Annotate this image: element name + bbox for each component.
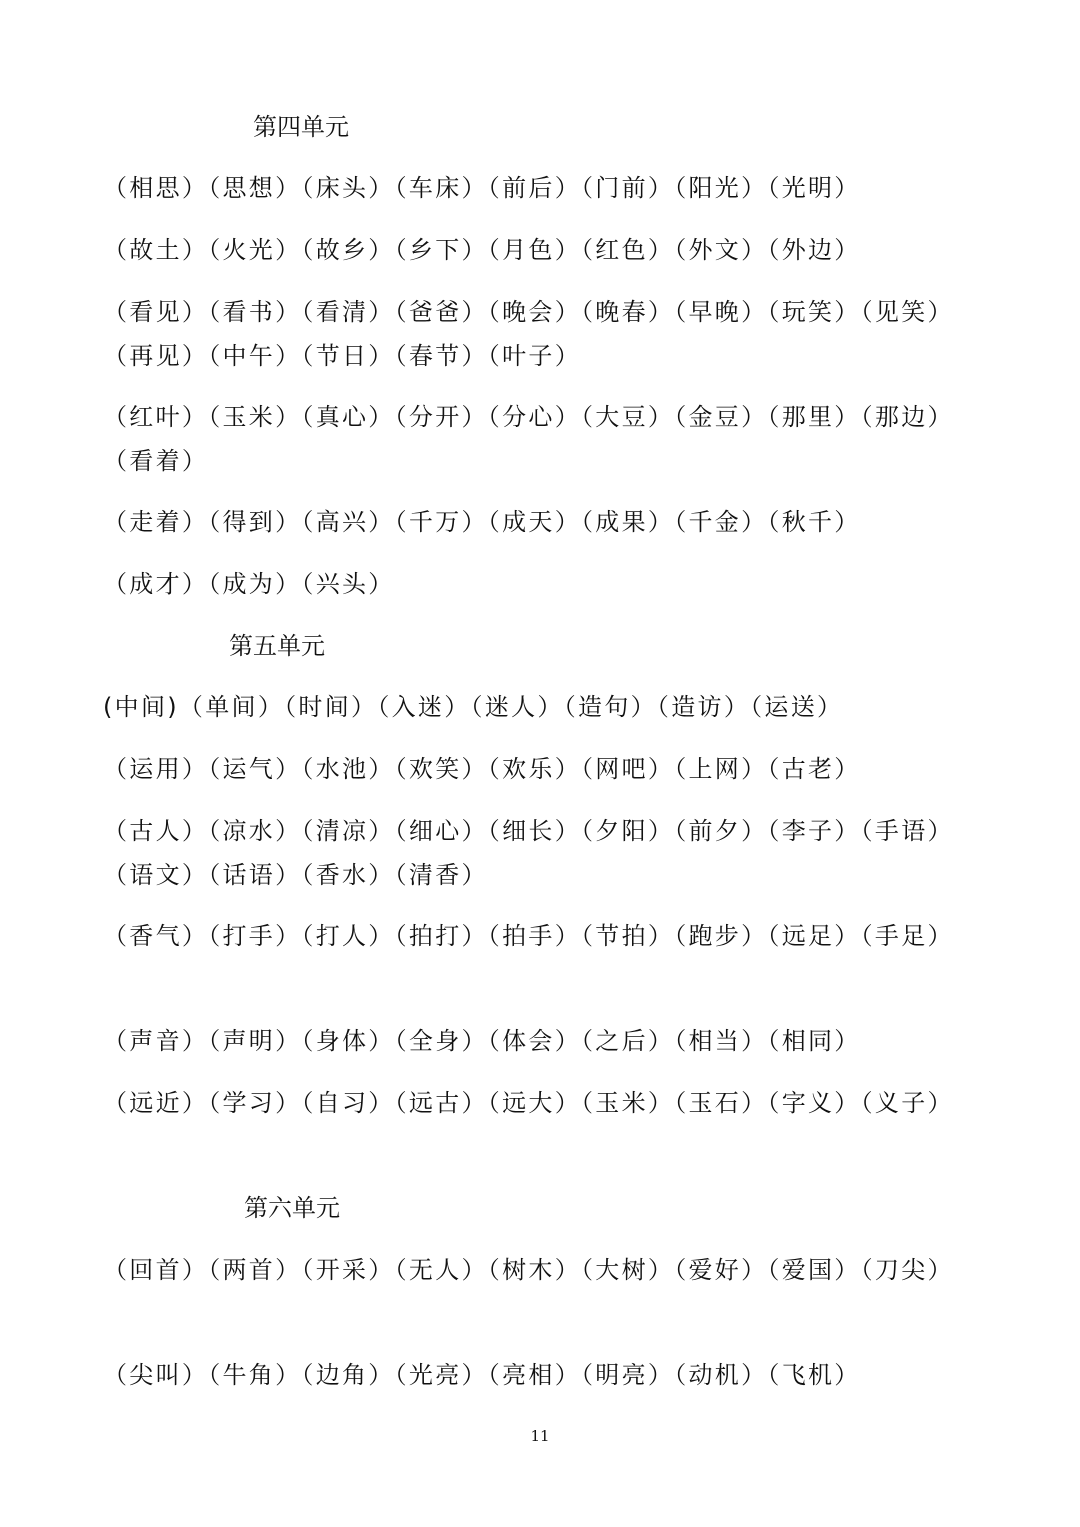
unit-4-paragraph-2: （故土）（火光）（故乡）（乡下）（月色）（红色）（外文）（外边） <box>103 236 861 264</box>
unit-6-heading: 第六单元 <box>244 1194 340 1222</box>
unit-5-paragraph-1: (中间)（单间）（时间）（入迷）（迷人）（造句）（造访）（运送） <box>103 693 844 721</box>
unit-6-paragraph-2: （尖叫）（牛角）（边角）（光亮）（亮相）（明亮）（动机）（飞机） <box>103 1361 861 1389</box>
unit-5-paragraph-2: （运用）（运气）（水池）（欢笑）（欢乐）（网吧）（上网）（古老） <box>103 755 861 783</box>
unit-5-paragraph-6: （远近）（学习）（自习）（远古）（远大）（玉米）（玉石）（字义）（义子） <box>103 1089 954 1117</box>
unit-4-paragraph-4: （红叶）（玉米）（真心）（分开）（分心）（大豆）（金豆）（那里）（那边）（看着） <box>103 403 954 475</box>
unit-4-paragraph-6: （成才）（成为）（兴头） <box>103 570 395 598</box>
unit-5-heading: 第五单元 <box>229 632 325 660</box>
unit-5-paragraph-4: （香气）（打手）（打人）（拍打）（拍手）（节拍）（跑步）（远足）（手足） <box>103 922 954 950</box>
unit-5-paragraph-3: （古人）（凉水）（清凉）（细心）（细长）（夕阳）（前夕）（李子）（手语）（语文）（话语）（香水）（清香） <box>103 817 954 889</box>
unit-4-heading: 第四单元 <box>253 113 349 141</box>
unit-5-paragraph-5: （声音）（声明）（身体）（全身）（体会）（之后）（相当）（相同） <box>103 1027 861 1055</box>
unit-4-paragraph-1: （相思）（思想）（床头）（车床）（前后）（门前）（阳光）（光明） <box>103 174 861 202</box>
unit-4-paragraph-5: （走着）（得到）（高兴）（千万）（成天）（成果）（千金）（秋千） <box>103 508 861 536</box>
page-number: 11 <box>530 1427 550 1445</box>
unit-6-paragraph-1: （回首）（两首）（开采）（无人）（树木）（大树）（爱好）（爱国）（刀尖） <box>103 1256 954 1284</box>
unit-4-paragraph-3: （看见）（看书）（看清）（爸爸）（晚会）（晚春）（早晚）（玩笑）（见笑）（再见）（中午）（节日）（春节）（叶子） <box>103 298 954 370</box>
